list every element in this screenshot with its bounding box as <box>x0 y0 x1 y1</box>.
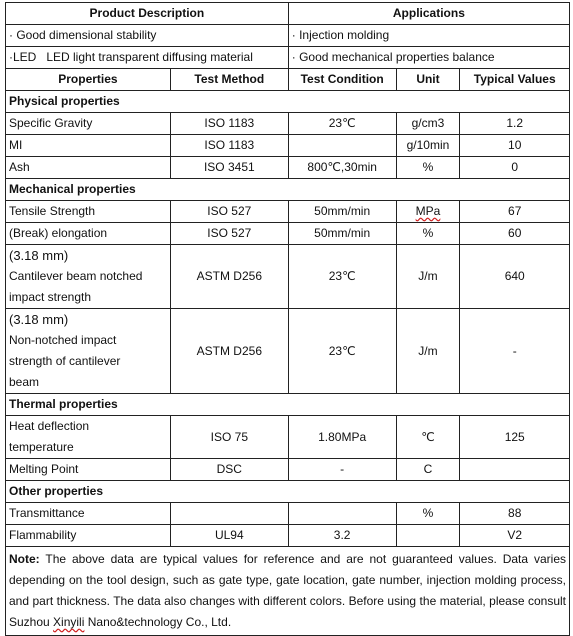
typical-value: V2 <box>460 525 570 547</box>
unit: % <box>396 503 460 525</box>
table-row <box>6 113 570 135</box>
unit: J/m <box>396 309 460 394</box>
typical-value <box>460 459 570 481</box>
property-name-line: strength of cantilever <box>9 354 121 368</box>
product-description-header: Product Description <box>6 3 289 25</box>
property-name <box>6 309 171 394</box>
test-condition <box>288 135 396 157</box>
section-row <box>6 179 570 201</box>
test-method: ISO 1183 <box>170 135 288 157</box>
typical-value: 67 <box>460 201 570 223</box>
property-name: MI <box>6 135 171 157</box>
table-row <box>6 157 570 179</box>
test-condition: 50mm/min <box>288 223 396 245</box>
header-row <box>6 3 570 25</box>
col-properties: Properties <box>6 69 171 91</box>
typical-value: - <box>460 309 570 394</box>
col-unit: Unit <box>396 69 460 91</box>
section-physical: Physical properties <box>6 91 570 113</box>
property-name-line: (3.18 mm) <box>9 312 69 327</box>
col-test-method: Test Method <box>170 69 288 91</box>
property-name: Ash <box>6 157 171 179</box>
section-row <box>6 481 570 503</box>
unit: % <box>396 223 460 245</box>
test-condition: 23℃ <box>288 309 396 394</box>
table-row <box>6 245 570 309</box>
unit: C <box>396 459 460 481</box>
test-condition: 1.80MPa <box>288 416 396 459</box>
test-method <box>170 503 288 525</box>
unit <box>396 201 460 223</box>
typical-value: 10 <box>460 135 570 157</box>
unit <box>396 525 460 547</box>
note-label: Note: <box>9 552 40 566</box>
note-text: The above data are typical values for reference and are not guaranteed values. Data varies depending on the tool design, such as gate type, gate location, gate number, injection molding process, and part thickness. The data also changes with different colors. Before using the material, please consult Suzhou <box>9 552 566 629</box>
test-method: ISO 527 <box>170 201 288 223</box>
table-row <box>6 201 570 223</box>
unit: g/cm3 <box>396 113 460 135</box>
table-row <box>6 459 570 481</box>
section-row <box>6 394 570 416</box>
typical-value: 88 <box>460 503 570 525</box>
property-name: (Break) elongation <box>6 223 171 245</box>
table-row <box>6 416 570 459</box>
test-condition <box>288 503 396 525</box>
test-method: ASTM D256 <box>170 245 288 309</box>
test-condition: 23℃ <box>288 245 396 309</box>
property-name: Transmittance <box>6 503 171 525</box>
typical-value: 125 <box>460 416 570 459</box>
test-method: UL94 <box>170 525 288 547</box>
property-name-line: Cantilever beam notched <box>9 269 143 283</box>
unit: % <box>396 157 460 179</box>
column-header-row <box>6 69 570 91</box>
col-typical-values: Typical Values <box>460 69 570 91</box>
datasheet-table <box>5 2 570 636</box>
property-name-line: Heat deflection <box>9 419 90 433</box>
unit-text: MPa <box>415 204 441 218</box>
table-row <box>6 503 570 525</box>
description-item: ·LED LED light transparent diffusing material <box>6 47 289 69</box>
typical-value: 60 <box>460 223 570 245</box>
test-method: ASTM D256 <box>170 309 288 394</box>
test-method: ISO 1183 <box>170 113 288 135</box>
property-name <box>6 416 171 459</box>
test-condition: 800℃,30min <box>288 157 396 179</box>
intro-row <box>6 47 570 69</box>
test-condition: 23℃ <box>288 113 396 135</box>
typical-value: 1.2 <box>460 113 570 135</box>
note-cell <box>6 547 570 636</box>
property-name: Specific Gravity <box>6 113 171 135</box>
section-row <box>6 91 570 113</box>
property-name-line: impact strength <box>9 290 92 304</box>
section-mechanical: Mechanical properties <box>6 179 570 201</box>
typical-value: 0 <box>460 157 570 179</box>
test-method: ISO 3451 <box>170 157 288 179</box>
note-company-word: Xinyili <box>53 615 85 629</box>
property-name: Tensile Strength <box>6 201 171 223</box>
datasheet <box>5 2 570 636</box>
note-text-end: Nano&technology Co., Ltd. <box>84 615 232 629</box>
property-name-line: Non-notched impact <box>9 333 117 347</box>
unit: J/m <box>396 245 460 309</box>
test-condition: 3.2 <box>288 525 396 547</box>
property-name <box>6 245 171 309</box>
test-condition: 50mm/min <box>288 201 396 223</box>
description-item: · Good dimensional stability <box>6 25 289 47</box>
applications-header: Applications <box>288 3 569 25</box>
col-test-condition: Test Condition <box>288 69 396 91</box>
typical-value: 640 <box>460 245 570 309</box>
section-other: Other properties <box>6 481 570 503</box>
intro-row <box>6 25 570 47</box>
test-condition: - <box>288 459 396 481</box>
application-item: · Injection molding <box>288 25 569 47</box>
table-row <box>6 309 570 394</box>
application-item: · Good mechanical properties balance <box>288 47 569 69</box>
property-name-line: beam <box>9 375 40 389</box>
table-row <box>6 223 570 245</box>
table-row <box>6 135 570 157</box>
note-row <box>6 547 570 636</box>
unit: ℃ <box>396 416 460 459</box>
test-method: DSC <box>170 459 288 481</box>
property-name: Flammability <box>6 525 171 547</box>
section-thermal: Thermal properties <box>6 394 570 416</box>
table-row <box>6 525 570 547</box>
property-name-line: temperature <box>9 440 74 454</box>
unit: g/10min <box>396 135 460 157</box>
property-name-line: (3.18 mm) <box>9 248 69 263</box>
test-method: ISO 527 <box>170 223 288 245</box>
property-name: Melting Point <box>6 459 171 481</box>
test-method: ISO 75 <box>170 416 288 459</box>
